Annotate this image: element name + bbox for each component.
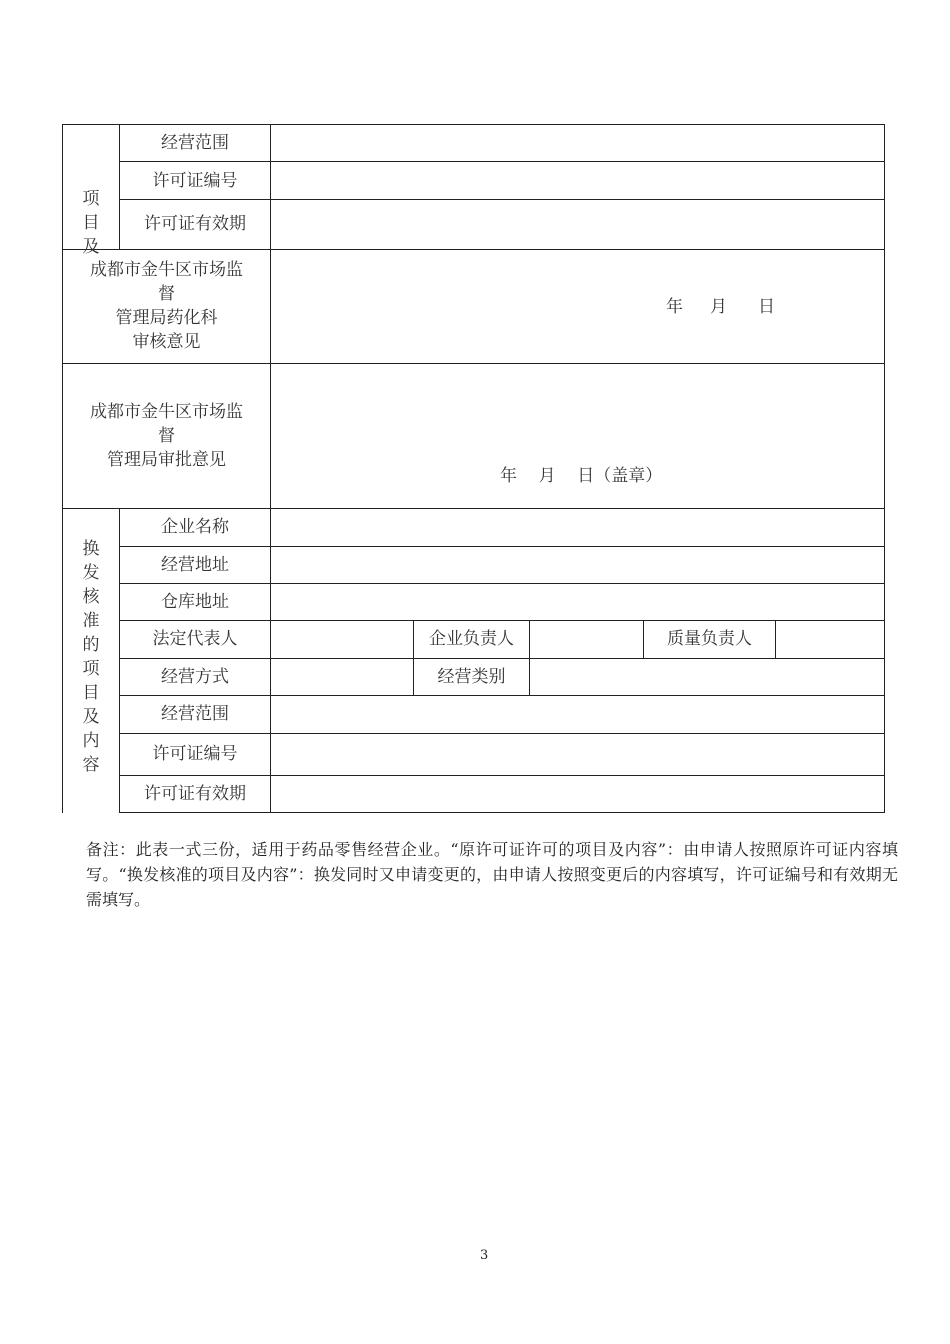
review-label-line: 成都市金牛区市场监 — [90, 260, 243, 280]
enterprise-head-label: 企业负责人 — [429, 629, 514, 649]
approval-opinion-label — [63, 400, 270, 472]
approval-label-line: 督 — [158, 426, 175, 446]
business-mode-field[interactable] — [271, 659, 413, 695]
business-category-label: 经营类别 — [437, 667, 506, 687]
license-number-field[interactable] — [271, 162, 883, 199]
renewal-license-validity-label: 许可证有效期 — [144, 784, 246, 804]
review-label-line: 督 — [158, 284, 175, 304]
approval-date-seal: 年 月 日（盖章） — [500, 466, 663, 486]
business-scope-label: 经营范围 — [161, 133, 229, 153]
renewal-license-number-field[interactable] — [271, 734, 883, 775]
license-number-label: 许可证编号 — [152, 171, 238, 191]
legal-representative-field[interactable] — [271, 621, 413, 658]
approval-opinion-field[interactable] — [271, 364, 883, 508]
renewal-license-number-label: 许可证编号 — [152, 744, 238, 764]
page-number: 3 — [480, 1248, 489, 1263]
legal-representative-label: 法定代表人 — [152, 629, 238, 649]
license-validity-label: 许可证有效期 — [144, 214, 246, 234]
table-border — [119, 508, 120, 813]
review-opinion-label — [63, 258, 270, 354]
business-address-field[interactable] — [271, 547, 883, 583]
review-date-year: 年 — [666, 297, 683, 317]
review-label-line: 审核意见 — [132, 332, 201, 352]
review-opinion-field[interactable] — [271, 250, 883, 363]
renewal-business-scope-field[interactable] — [271, 696, 883, 733]
review-date-month: 月 — [710, 297, 727, 317]
quality-head-field[interactable] — [776, 621, 884, 658]
warehouse-address-label: 仓库地址 — [161, 592, 229, 612]
license-validity-field[interactable] — [271, 200, 883, 249]
quality-head-label: 质量负责人 — [667, 629, 752, 649]
warehouse-address-field[interactable] — [271, 584, 883, 620]
business-scope-field[interactable] — [271, 125, 883, 161]
business-mode-label: 经营方式 — [161, 667, 229, 687]
approval-label-line: 成都市金牛区市场监 — [90, 402, 243, 422]
review-date-day: 日 — [758, 297, 775, 317]
renewal-license-validity-field[interactable] — [271, 776, 883, 812]
original-items-vertical-label: 项目及 — [82, 189, 100, 257]
table-border — [119, 812, 884, 813]
business-address-label: 经营地址 — [161, 555, 229, 575]
business-category-field[interactable] — [530, 659, 883, 695]
table-border — [119, 620, 884, 621]
renewal-items-vertical-label: 换发核准的项目及内容 — [82, 539, 100, 775]
review-label-line: 管理局药化科 — [115, 308, 218, 328]
enterprise-name-field[interactable] — [271, 509, 883, 546]
enterprise-head-field[interactable] — [530, 621, 643, 658]
enterprise-name-label: 企业名称 — [161, 517, 229, 537]
approval-label-line: 管理局审批意见 — [107, 450, 226, 470]
table-border — [884, 124, 885, 813]
remarks-note: 备注：此表一式三份，适用于药品零售经营企业。“原许可证许可的项目及内容”：由申请人按照原许可证内容填写。“换发核准的项目及内容”：换发同时又申请变更的，由申请人按照变更后的内容填写，许可证编号和有效期无需填写。 — [86, 840, 898, 909]
renewal-business-scope-label: 经营范围 — [161, 704, 229, 724]
